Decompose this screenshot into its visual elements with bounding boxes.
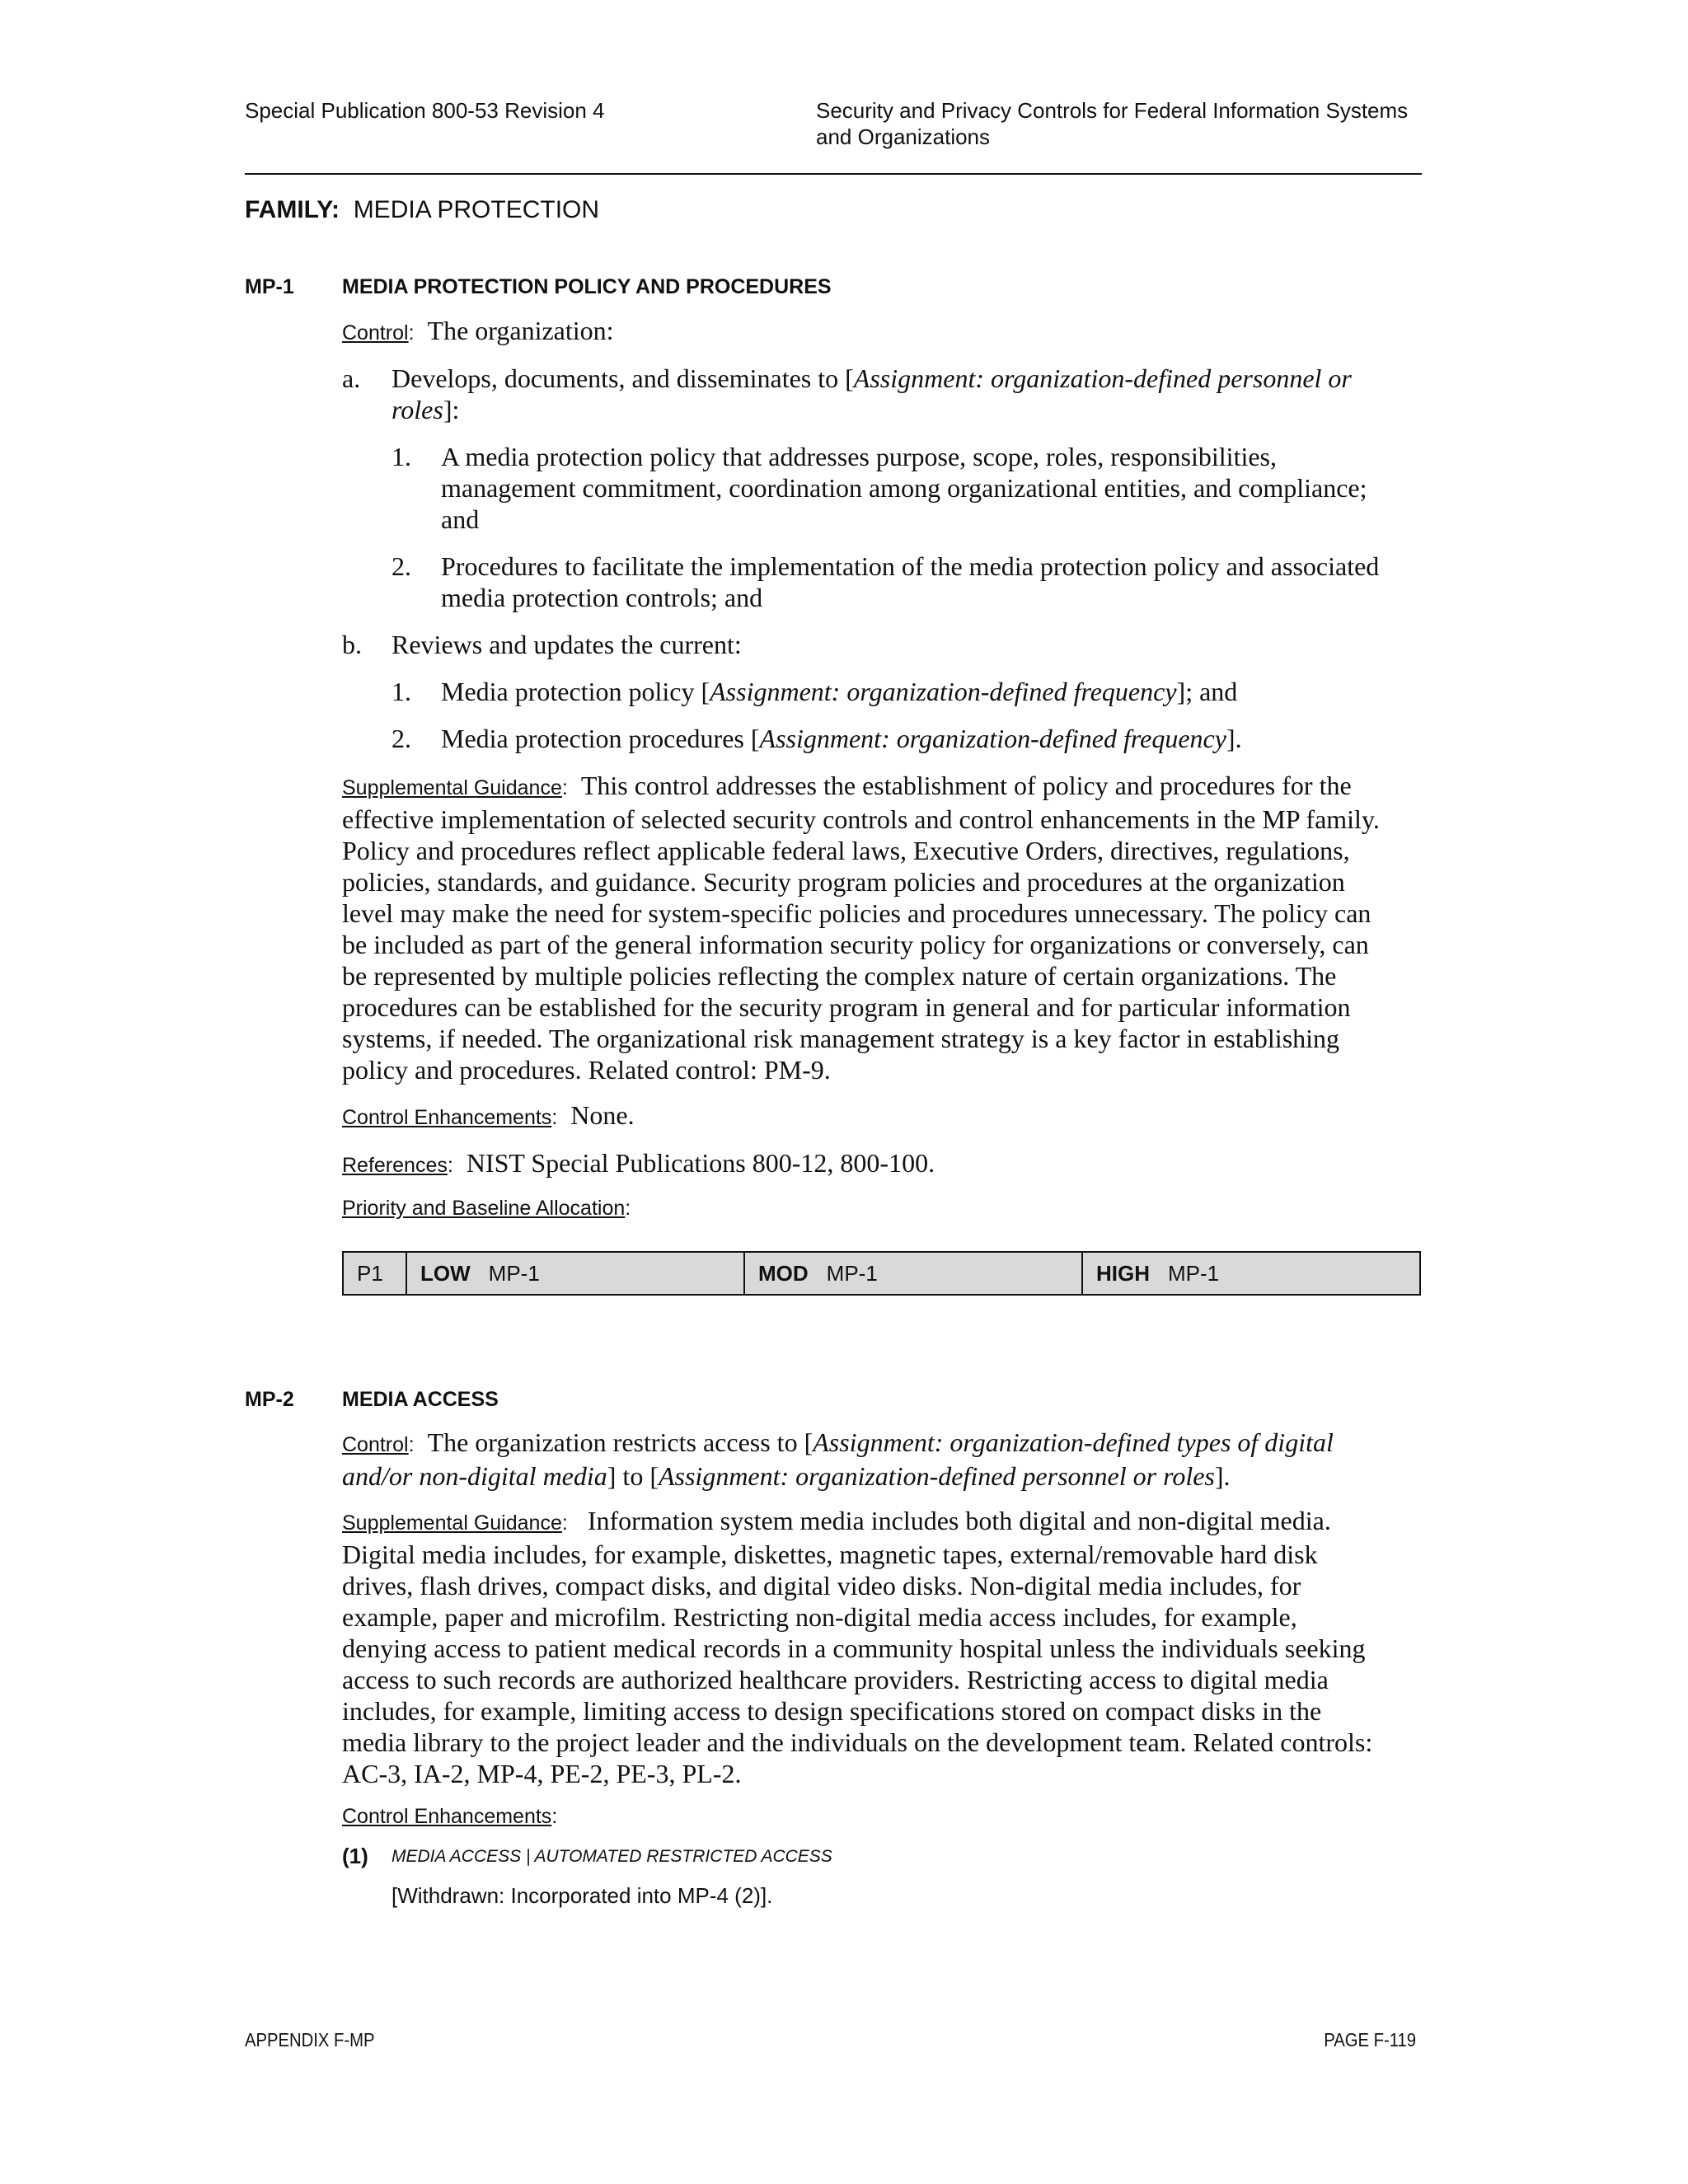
mp1-a2-text: Procedures to facilitate the implementation of the media protection policy and associated media protection controls; and	[441, 551, 1380, 612]
low-baseline-cell: LOW MP-1	[406, 1253, 743, 1294]
family-label: FAMILY:	[245, 196, 340, 223]
family-heading	[245, 194, 599, 226]
mp2-supplemental-guidance: Supplemental Guidance: Information system media includes both digital and non-digital media. Digital media includes, for example, diskettes, magnetic tapes, external/removable hard disk drives, flash drives, compact disks, and digital video disks. Non-digital media includes, for example, paper and microfilm. Restricting non-digital media access includes, for example, denying access to patient medical records in a community hospital unless the individuals seeking access to such records are authorized healthcare providers. Restricting access to digital media includes, for example, limiting access to design specifications stored on compact disks in the media library to the project leader and the individuals on the development team. Related controls: AC-3, IA-2, MP-4, PE-2, PE-3, PL-2.	[342, 1506, 1373, 1788]
family-name: MEDIA PROTECTION	[353, 196, 600, 223]
mp1-title: MEDIA PROTECTION POLICY AND PROCEDURES	[342, 275, 832, 298]
header-rule	[245, 173, 1422, 175]
mp2-control: Control: The organization restricts access to [Assignment: organization-defined types of digital and/or non-digital media] to [Assignment: organization-defined personnel or roles].	[342, 1427, 1334, 1491]
running-header-right	[816, 97, 1442, 150]
running-header-left: Special Publication 800-53 Revision 4	[245, 98, 605, 123]
footer-appendix: APPENDIX F-MP	[245, 2029, 375, 2050]
priority-cell: P1	[357, 1260, 383, 1286]
header-right-line1: Security and Privacy Controls for Federal Information Systems	[816, 98, 1409, 123]
mp1-b2-text: Media protection procedures [Assignment: organization-defined frequency].	[441, 724, 1242, 753]
mp1-id: MP-1	[245, 275, 294, 298]
mp2-enh1-body: [Withdrawn: Incorporated into MP-4 (2)].	[392, 1883, 773, 1908]
mp1-a2-marker: 2.	[392, 551, 411, 581]
mp1-b1-marker: 1.	[392, 677, 411, 706]
mp2-enh1-title: MEDIA ACCESS | AUTOMATED RESTRICTED ACCESS	[392, 1847, 832, 1866]
baseline-allocation-table	[342, 1251, 1421, 1296]
mp1-b-marker: b.	[342, 630, 362, 659]
mp1-control-enhancements: Control Enhancements: None.	[342, 1100, 635, 1130]
mp1-priority-label: Priority and Baseline Allocation:	[342, 1197, 631, 1220]
mod-baseline-cell: MOD MP-1	[743, 1253, 1081, 1294]
mp1-b2-marker: 2.	[392, 724, 411, 753]
mp1-a-text: Develops, documents, and disseminates to [Assignment: organization-defined personnel or roles]:	[392, 363, 1352, 424]
mp2-id: MP-2	[245, 1388, 294, 1411]
mp1-b1-text: Media protection policy [Assignment: organization-defined frequency]; and	[441, 677, 1238, 706]
footer-page-number: PAGE F-119	[1324, 2029, 1416, 2050]
high-baseline-cell: HIGH MP-1	[1081, 1253, 1419, 1294]
mp1-control: Control: The organization:	[342, 316, 614, 345]
header-right-line2: and Organizations	[816, 124, 991, 149]
mp1-control-label: Control	[342, 321, 409, 344]
mp1-a1-marker: 1.	[392, 442, 411, 471]
mp2-title: MEDIA ACCESS	[342, 1388, 499, 1411]
mp1-a1-text: A media protection policy that addresses purpose, scope, roles, responsibilities, management commitment, coordination among organizational entities, and compliance; and	[441, 442, 1367, 534]
mp1-b-text: Reviews and updates the current:	[392, 630, 742, 659]
mp1-references: References: NIST Special Publications 800-12, 800-100.	[342, 1148, 935, 1178]
mp1-supp-label: Supplemental Guidance	[342, 776, 562, 799]
mp1-a-marker: a.	[342, 363, 361, 393]
mp2-control-enhancements-label: Control Enhancements:	[342, 1805, 558, 1828]
mp1-supplemental-guidance: Supplemental Guidance: This control addresses the establishment of policy and procedures for the effective implementation of selected security controls and control enhancements in the MP family. Policy and procedures reflect applicable federal laws, Executive Orders, directives, regulations, policies, standards, and guidance. Security program policies and procedures at the organization level may make the need for system-specific policies and procedures unnecessary. The policy can be included as part of the general information security policy for organizations or conversely, can be represented by multiple policies reflecting the complex nature of certain organizations. The procedures can be established for the security program in general and for particular information systems, if needed. The organizational risk management strategy is a key factor in establishing policy and procedures. Related control: PM-9.	[342, 771, 1380, 1085]
mp2-enh1-number: (1)	[342, 1844, 368, 1868]
mp1-control-text: The organization:	[427, 316, 614, 345]
